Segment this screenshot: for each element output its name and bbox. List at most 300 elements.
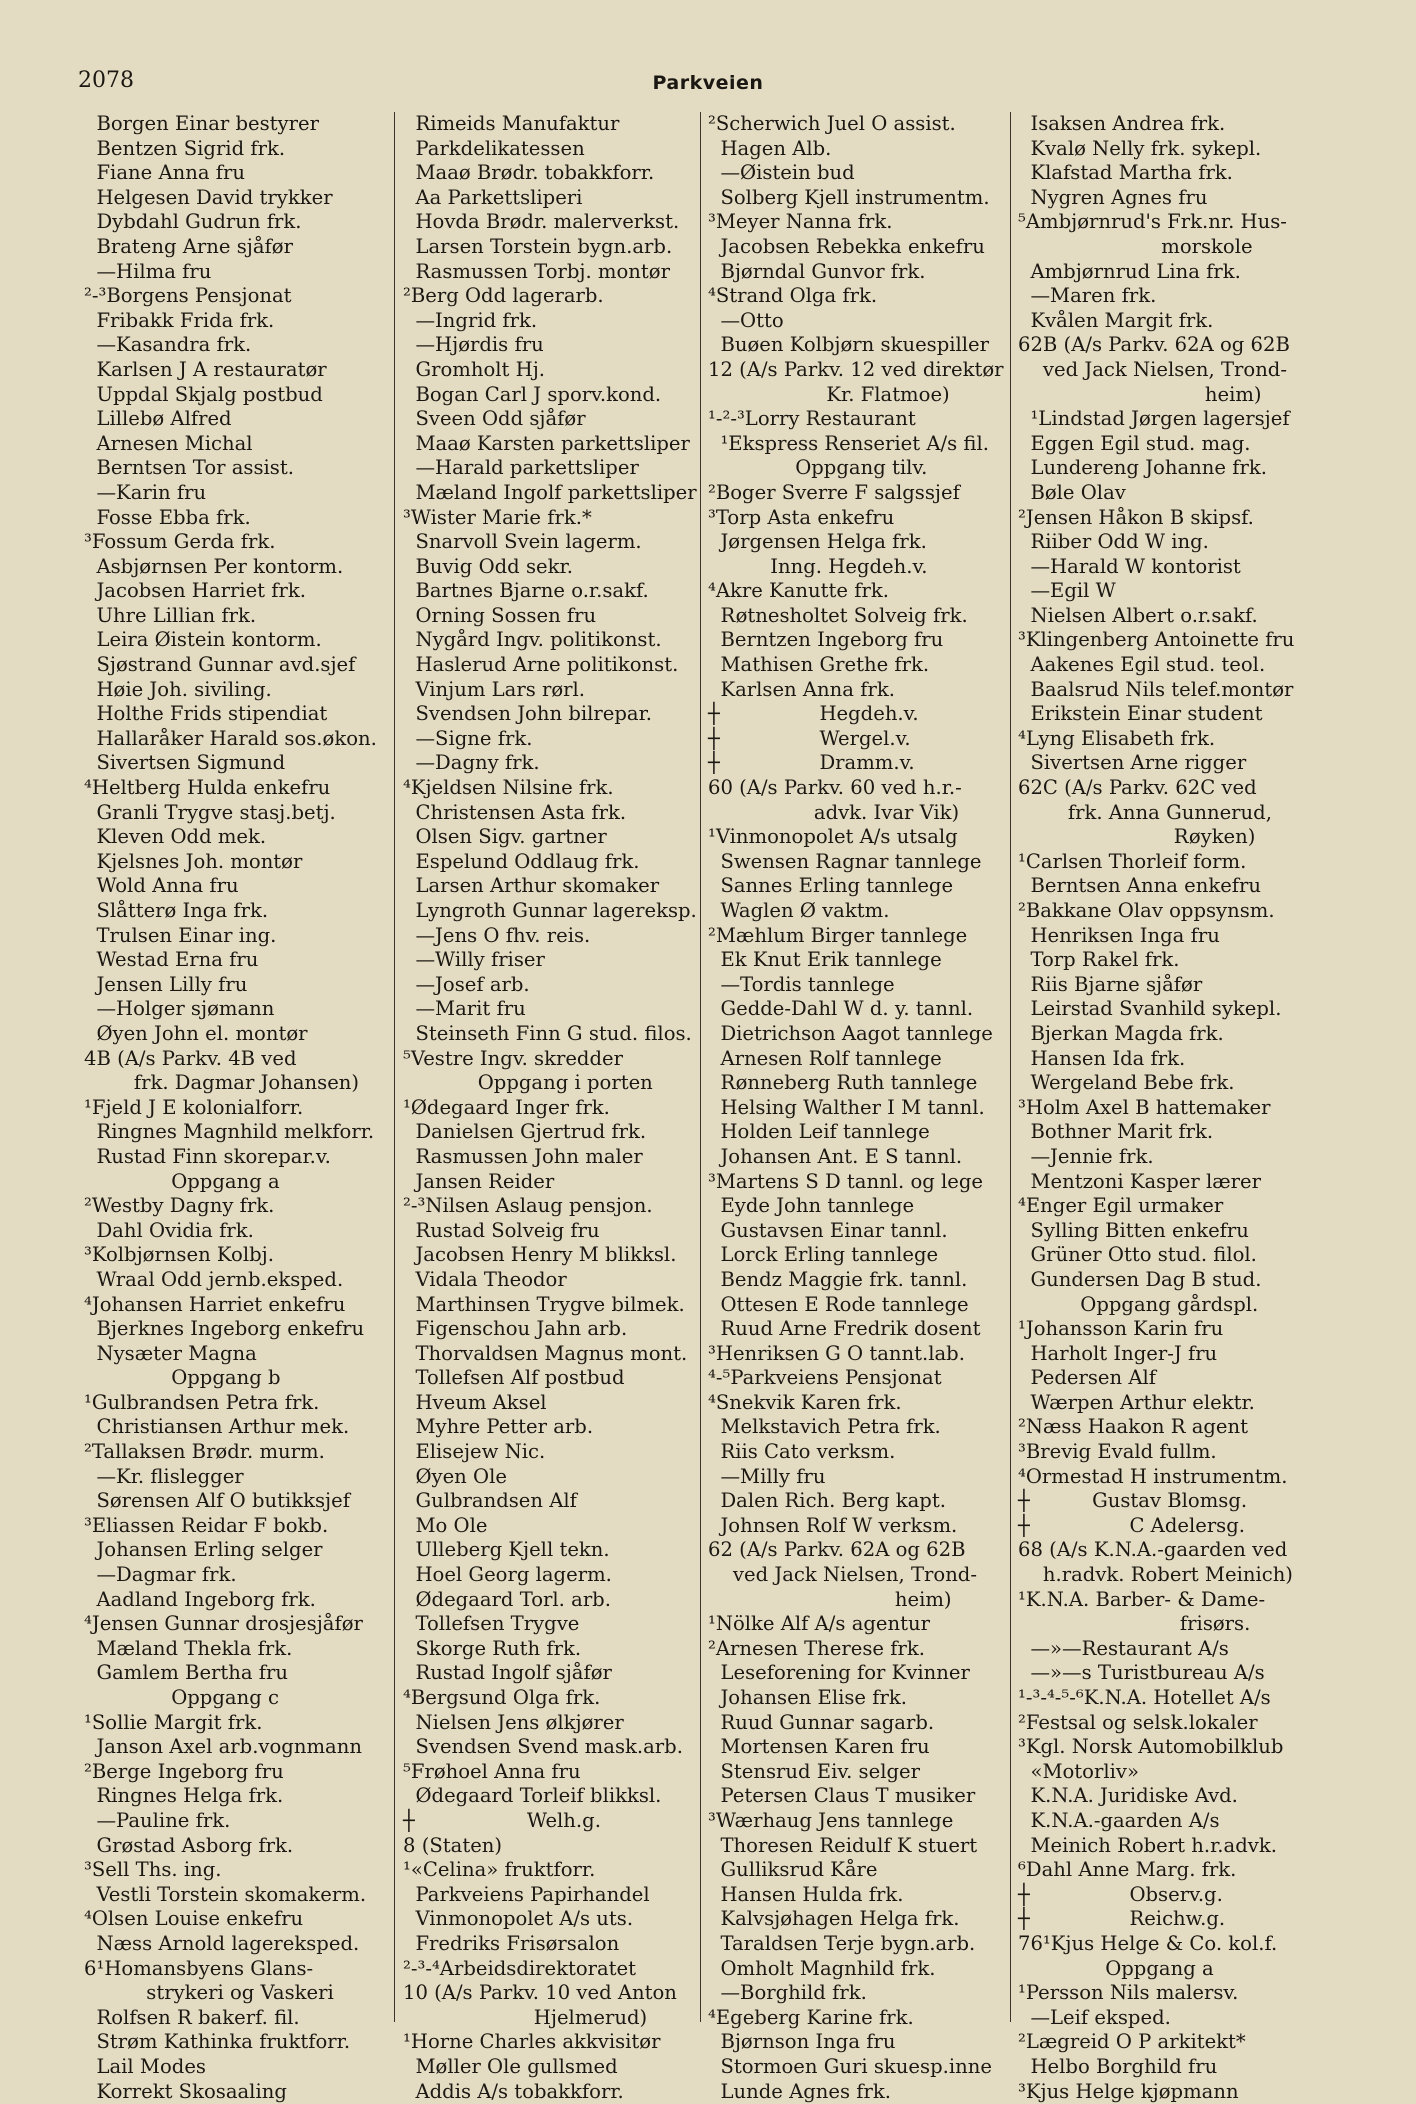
- directory-entry: Nielsen Albert o.r.sakf.: [1018, 604, 1323, 629]
- directory-entry: —Borghild frk.: [708, 1981, 1013, 2006]
- directory-entry: Oppgang tilv.: [708, 456, 1013, 481]
- directory-entry: ²-³Nilsen Aslaug pensjon.: [403, 1194, 703, 1219]
- directory-entry: Berntzen Ingeborg fru: [708, 628, 1013, 653]
- directory-entry: Johansen Elise frk.: [708, 1686, 1013, 1711]
- directory-entry: ²Westby Dagny frk.: [84, 1194, 384, 1219]
- directory-entry: ┼ Dramm.v.: [708, 751, 1013, 776]
- directory-entry: Figenschou Jahn arb.: [403, 1317, 703, 1342]
- directory-entry: Mortensen Karen fru: [708, 1735, 1013, 1760]
- directory-entry: Klafstad Martha frk.: [1018, 161, 1323, 186]
- directory-entry: Ulleberg Kjell tekn.: [403, 1538, 703, 1563]
- directory-entry: ved Jack Nielsen, Trond-: [708, 1563, 1013, 1588]
- directory-entry: Ottesen E Rode tannlege: [708, 1293, 1013, 1318]
- directory-entry: Jørgensen Helga frk.: [708, 530, 1013, 555]
- directory-entry: Kr. Flatmoe): [708, 383, 1013, 408]
- directory-entry: —»—Restaurant A/s: [1018, 1637, 1323, 1662]
- directory-entry: Ødegaard Torl. arb.: [403, 1588, 703, 1613]
- directory-entry: Arnesen Rolf tannlege: [708, 1047, 1013, 1072]
- directory-entry: heim): [708, 1588, 1013, 1613]
- directory-entry: heim): [1018, 383, 1323, 408]
- directory-entry: Fiane Anna fru: [84, 161, 384, 186]
- directory-entry: Bendz Maggie frk. tannl.: [708, 1268, 1013, 1293]
- directory-entry: Rustad Solveig fru: [403, 1219, 703, 1244]
- column-rule: [394, 112, 395, 2022]
- directory-entry: —Josef arb.: [403, 973, 703, 998]
- directory-entry: —Hilma fru: [84, 260, 384, 285]
- directory-entry: Vinjum Lars rørl.: [403, 678, 703, 703]
- directory-entry: Helgesen David trykker: [84, 186, 384, 211]
- directory-entry: Solberg Kjell instrumentm.: [708, 186, 1013, 211]
- directory-entry: Sylling Bitten enkefru: [1018, 1219, 1323, 1244]
- directory-entry: Gromholt Hj.: [403, 358, 703, 383]
- directory-entry: Strøm Kathinka fruktforr.: [84, 2030, 384, 2055]
- directory-entry: K.N.A. Juridiske Avd.: [1018, 1784, 1323, 1809]
- directory-entry: Røtnesholtet Solveig frk.: [708, 604, 1013, 629]
- directory-entry: ²-³Borgens Pensjonat: [84, 284, 384, 309]
- directory-entry: strykeri og Vaskeri: [84, 1981, 384, 2006]
- directory-entry: ¹Fjeld J E kolonialforr.: [84, 1096, 384, 1121]
- directory-entry: Janson Axel arb.vognmann: [84, 1735, 384, 1760]
- directory-entry: ³Fossum Gerda frk.: [84, 530, 384, 555]
- directory-entry: Espelund Oddlaug frk.: [403, 850, 703, 875]
- directory-entry: Myhre Petter arb.: [403, 1415, 703, 1440]
- directory-entry: Rønneberg Ruth tannlege: [708, 1071, 1013, 1096]
- directory-entry: Rustad Ingolf sjåfør: [403, 1661, 703, 1686]
- directory-entry: Snarvoll Svein lagerm.: [403, 530, 703, 555]
- directory-entry: K.N.A.-gaarden A/s: [1018, 1809, 1323, 1834]
- directory-entry: Brateng Arne sjåfør: [84, 235, 384, 260]
- directory-column-1: [84, 112, 384, 2104]
- directory-entry: ³Kgl. Norsk Automobilklub: [1018, 1735, 1323, 1760]
- directory-entry: Møller Ole gullsmed: [403, 2055, 703, 2080]
- directory-entry: ¹Gulbrandsen Petra frk.: [84, 1391, 384, 1416]
- directory-entry: ³Klingenberg Antoinette fru: [1018, 628, 1323, 653]
- directory-entry: Jansen Reider: [403, 1170, 703, 1195]
- directory-entry: ³Martens S D tannl. og lege: [708, 1170, 1013, 1195]
- directory-entry: Aa Parkettsliperi: [403, 186, 703, 211]
- directory-entry: Karlsen Anna frk.: [708, 678, 1013, 703]
- directory-entry: —Willy friser: [403, 948, 703, 973]
- directory-entry: Orning Sossen fru: [403, 604, 703, 629]
- directory-entry: Inng. Hegdeh.v.: [708, 555, 1013, 580]
- directory-entry: Oppgang i porten: [403, 1071, 703, 1096]
- directory-entry: Riiber Odd W ing.: [1018, 530, 1323, 555]
- directory-entry: ²Arnesen Therese frk.: [708, 1637, 1013, 1662]
- directory-entry: h.radvk. Robert Meinich): [1018, 1563, 1323, 1588]
- directory-entry: Thorvaldsen Magnus mont.: [403, 1342, 703, 1367]
- directory-entry: ⁶Dahl Anne Marg. frk.: [1018, 1858, 1323, 1883]
- directory-entry: Tollefsen Alf postbud: [403, 1366, 703, 1391]
- directory-entry: Swensen Ragnar tannlege: [708, 850, 1013, 875]
- directory-entry: Mæland Thekla frk.: [84, 1637, 384, 1662]
- directory-entry: ⁴Olsen Louise enkefru: [84, 1907, 384, 1932]
- directory-entry: ¹Lindstad Jørgen lagersjef: [1018, 407, 1323, 432]
- directory-entry: ¹Ekspress Renseriet A/s fil.: [708, 432, 1013, 457]
- directory-entry: Elisejew Nic.: [403, 1440, 703, 1465]
- directory-entry: ⁴Ormestad H instrumentm.: [1018, 1465, 1323, 1490]
- directory-entry: Kjelsnes Joh. montør: [84, 850, 384, 875]
- directory-entry: —Tordis tannlege: [708, 973, 1013, 998]
- directory-entry: Lorck Erling tannlege: [708, 1243, 1013, 1268]
- directory-entry: ²Bakkane Olav oppsynsm.: [1018, 899, 1323, 924]
- directory-entry: Rimeids Manufaktur: [403, 112, 703, 137]
- directory-entry: Oppgang a: [1018, 1957, 1323, 1982]
- directory-entry: ¹K.N.A. Barber- & Dame-: [1018, 1588, 1323, 1613]
- directory-entry: Leseforening for Kvinner: [708, 1661, 1013, 1686]
- directory-column-3: [708, 112, 1013, 2104]
- directory-entry: 60 (A/s Parkv. 60 ved h.r.-: [708, 776, 1013, 801]
- directory-entry: Nysæter Magna: [84, 1342, 384, 1367]
- directory-entry: ³Kolbjørnsen Kolbj.: [84, 1243, 384, 1268]
- directory-entry: Grüner Otto stud. filol.: [1018, 1243, 1323, 1268]
- directory-entry: —Milly fru: [708, 1465, 1013, 1490]
- directory-entry: Aadland Ingeborg frk.: [84, 1588, 384, 1613]
- directory-entry: Wergeland Bebe frk.: [1018, 1071, 1323, 1096]
- directory-entry: Dietrichson Aagot tannlege: [708, 1022, 1013, 1047]
- directory-entry: ┼ Welh.g.: [403, 1809, 703, 1834]
- page-number: 2078: [78, 68, 134, 93]
- directory-entry: Øyen John el. montør: [84, 1022, 384, 1047]
- directory-entry: Slåtterø Inga frk.: [84, 899, 384, 924]
- directory-entry: ³Meyer Nanna frk.: [708, 210, 1013, 235]
- directory-entry: Gustavsen Einar tannl.: [708, 1219, 1013, 1244]
- directory-entry: Granli Trygve stasj.betj.: [84, 801, 384, 826]
- directory-entry: ⁴Strand Olga frk.: [708, 284, 1013, 309]
- directory-entry: ┼ Wergel.v.: [708, 727, 1013, 752]
- directory-entry: Larsen Arthur skomaker: [403, 874, 703, 899]
- directory-entry: ¹Persson Nils malersv.: [1018, 1981, 1323, 2006]
- directory-entry: —Maren frk.: [1018, 284, 1323, 309]
- directory-entry: ³Brevig Evald fullm.: [1018, 1440, 1323, 1465]
- directory-entry: —Jens O fhv. reis.: [403, 924, 703, 949]
- directory-entry: 62B (A/s Parkv. 62A og 62B: [1018, 333, 1323, 358]
- directory-entry: ²Næss Haakon R agent: [1018, 1415, 1323, 1440]
- directory-entry: Hansen Hulda frk.: [708, 1883, 1013, 1908]
- directory-entry: Jensen Lilly fru: [84, 973, 384, 998]
- directory-entry: Sjøstrand Gunnar avd.sjef: [84, 653, 384, 678]
- directory-entry: Danielsen Gjertrud frk.: [403, 1120, 703, 1145]
- directory-entry: ⁵Frøhoel Anna fru: [403, 1760, 703, 1785]
- directory-entry: —Dagmar frk.: [84, 1563, 384, 1588]
- directory-entry: Øyen Ole: [403, 1465, 703, 1490]
- directory-entry: Rasmussen John maler: [403, 1145, 703, 1170]
- directory-entry: Sivertsen Arne rigger: [1018, 751, 1323, 776]
- directory-entry: Uhre Lillian frk.: [84, 604, 384, 629]
- directory-entry: ⁴Heltberg Hulda enkefru: [84, 776, 384, 801]
- directory-entry: ³Wærhaug Jens tannlege: [708, 1809, 1013, 1834]
- directory-entry: —»—s Turistbureau A/s: [1018, 1661, 1323, 1686]
- directory-entry: Johansen Ant. E S tannl.: [708, 1145, 1013, 1170]
- directory-entry: Wold Anna fru: [84, 874, 384, 899]
- directory-entry: Vidala Theodor: [403, 1268, 703, 1293]
- directory-entry: ⁴Jensen Gunnar drosjesjåfør: [84, 1612, 384, 1637]
- directory-entry: ¹Johansson Karin fru: [1018, 1317, 1323, 1342]
- directory-entry: Helsing Walther I M tannl.: [708, 1096, 1013, 1121]
- directory-entry: Hagen Alb.: [708, 137, 1013, 162]
- directory-entry: ²Boger Sverre F salgssjef: [708, 481, 1013, 506]
- directory-entry: Hoel Georg lagerm.: [403, 1563, 703, 1588]
- directory-entry: Gulbrandsen Alf: [403, 1489, 703, 1514]
- directory-entry: ³Eliassen Reidar F bokb.: [84, 1514, 384, 1539]
- directory-entry: ³Sell Ths. ing.: [84, 1858, 384, 1883]
- directory-entry: Fredriks Frisørsalon: [403, 1932, 703, 1957]
- directory-entry: 4B (A/s Parkv. 4B ved: [84, 1047, 384, 1072]
- directory-entry: Kleven Odd mek.: [84, 825, 384, 850]
- directory-entry: Olsen Sigv. gartner: [403, 825, 703, 850]
- directory-entry: Leira Øistein kontorm.: [84, 628, 384, 653]
- directory-entry: Arnesen Michal: [84, 432, 384, 457]
- directory-entry: Hallaråker Harald sos.økon.: [84, 727, 384, 752]
- directory-entry: Jacobsen Henry M blikksl.: [403, 1243, 703, 1268]
- directory-entry: Oppgang b: [84, 1366, 384, 1391]
- directory-entry: ²Festsal og selsk.lokaler: [1018, 1711, 1323, 1736]
- directory-entry: Karlsen J A restauratør: [84, 358, 384, 383]
- directory-entry: ¹-²-³Lorry Restaurant: [708, 407, 1013, 432]
- directory-entry: Tollefsen Trygve: [403, 1612, 703, 1637]
- directory-entry: Sannes Erling tannlege: [708, 874, 1013, 899]
- directory-entry: Nielsen Jens ølkjører: [403, 1711, 703, 1736]
- directory-entry: Fribakk Frida frk.: [84, 309, 384, 334]
- directory-entry: Oppgang gårdspl.: [1018, 1293, 1323, 1318]
- directory-entry: Buvig Odd sekr.: [403, 555, 703, 580]
- directory-entry: ¹Vinmonopolet A/s utsalg: [708, 825, 1013, 850]
- directory-entry: Eyde John tannlege: [708, 1194, 1013, 1219]
- directory-column-2: [403, 112, 703, 2104]
- directory-entry: ³Holm Axel B hattemaker: [1018, 1096, 1323, 1121]
- directory-entry: Mo Ole: [403, 1514, 703, 1539]
- directory-entry: Asbjørnsen Per kontorm.: [84, 555, 384, 580]
- directory-entry: 8 (Staten): [403, 1834, 703, 1859]
- directory-entry: Korrekt Skosaaling: [84, 2080, 384, 2104]
- directory-entry: Gamlem Bertha fru: [84, 1661, 384, 1686]
- directory-entry: ²-³-⁴Arbeidsdirektoratet: [403, 1957, 703, 1982]
- directory-entry: 68 (A/s K.N.A.-gaarden ved: [1018, 1538, 1323, 1563]
- directory-entry: Ek Knut Erik tannlege: [708, 948, 1013, 973]
- directory-entry: Sørensen Alf O butikksjef: [84, 1489, 384, 1514]
- directory-entry: Gundersen Dag B stud.: [1018, 1268, 1323, 1293]
- directory-entry: Hveum Aksel: [403, 1391, 703, 1416]
- directory-entry: 10 (A/s Parkv. 10 ved Anton: [403, 1981, 703, 2006]
- directory-entry: Vinmonopolet A/s uts.: [403, 1907, 703, 1932]
- directory-entry: Svendsen John bilrepar.: [403, 702, 703, 727]
- directory-entry: Kvålen Margit frk.: [1018, 309, 1323, 334]
- directory-entry: ⁴-⁵Parkveiens Pensjonat: [708, 1366, 1013, 1391]
- directory-entry: ┼ Reichw.g.: [1018, 1907, 1323, 1932]
- directory-entry: Lunde Agnes frk.: [708, 2080, 1013, 2104]
- directory-entry: Ambjørnrud Lina frk.: [1018, 260, 1323, 285]
- directory-entry: ¹Carlsen Thorleif form.: [1018, 850, 1323, 875]
- directory-entry: 62 (A/s Parkv. 62A og 62B: [708, 1538, 1013, 1563]
- directory-entry: Haslerud Arne politikonst.: [403, 653, 703, 678]
- directory-entry: frisørs.: [1018, 1612, 1323, 1637]
- directory-entry: «Motorliv»: [1018, 1760, 1323, 1785]
- directory-entry: Rasmussen Torbj. montør: [403, 260, 703, 285]
- directory-entry: Baalsrud Nils telef.montør: [1018, 678, 1323, 703]
- directory-entry: Hovda Brødr. malerverkst.: [403, 210, 703, 235]
- directory-entry: Dahl Ovidia frk.: [84, 1219, 384, 1244]
- directory-entry: Larsen Torstein bygn.arb.: [403, 235, 703, 260]
- directory-entry: ⁵Ambjørnrud's Frk.nr. Hus-: [1018, 210, 1323, 235]
- directory-entry: Bjørnson Inga fru: [708, 2030, 1013, 2055]
- directory-entry: Rolfsen R bakerf. fil.: [84, 2006, 384, 2031]
- directory-entry: ¹Ødegaard Inger frk.: [403, 1096, 703, 1121]
- directory-entry: ³Henriksen G O tannt.lab.: [708, 1342, 1013, 1367]
- directory-entry: Bartnes Bjarne o.r.sakf.: [403, 579, 703, 604]
- directory-entry: Ringnes Helga frk.: [84, 1784, 384, 1809]
- directory-entry: Holden Leif tannlege: [708, 1120, 1013, 1145]
- directory-entry: Addis A/s tobakkforr.: [403, 2080, 703, 2104]
- directory-entry: Westad Erna fru: [84, 948, 384, 973]
- directory-entry: —Harald parkettsliper: [403, 456, 703, 481]
- directory-entry: Uppdal Skjalg postbud: [84, 383, 384, 408]
- directory-entry: ┼ Gustav Blomsg.: [1018, 1489, 1323, 1514]
- directory-entry: Ringnes Magnhild melkforr.: [84, 1120, 384, 1145]
- directory-entry: —Pauline frk.: [84, 1809, 384, 1834]
- directory-entry: ¹«Celina» fruktforr.: [403, 1858, 703, 1883]
- directory-entry: Isaksen Andrea frk.: [1018, 112, 1323, 137]
- directory-entry: Kalvsjøhagen Helga frk.: [708, 1907, 1013, 1932]
- directory-entry: morskole: [1018, 235, 1323, 260]
- directory-entry: Wærpen Arthur elektr.: [1018, 1391, 1323, 1416]
- directory-entry: Lail Modes: [84, 2055, 384, 2080]
- directory-entry: Sveen Odd sjåfør: [403, 407, 703, 432]
- directory-entry: ³Torp Asta enkefru: [708, 506, 1013, 531]
- directory-entry: 76¹Kjus Helge & Co. kol.f.: [1018, 1932, 1323, 1957]
- directory-entry: ved Jack Nielsen, Trond-: [1018, 358, 1323, 383]
- directory-entry: 6¹Homansbyens Glans-: [84, 1957, 384, 1982]
- directory-entry: Eggen Egil stud. mag.: [1018, 432, 1323, 457]
- directory-entry: —Dagny frk.: [403, 751, 703, 776]
- directory-entry: Parkveiens Papirhandel: [403, 1883, 703, 1908]
- directory-entry: —Otto: [708, 309, 1013, 334]
- directory-entry: Nygren Agnes fru: [1018, 186, 1323, 211]
- directory-entry: Henriksen Inga fru: [1018, 924, 1323, 949]
- directory-entry: Petersen Claus T musiker: [708, 1784, 1013, 1809]
- directory-entry: —Harald W kontorist: [1018, 555, 1323, 580]
- directory-entry: ┼ Observ.g.: [1018, 1883, 1323, 1908]
- directory-entry: Rustad Finn skorepar.v.: [84, 1145, 384, 1170]
- directory-entry: Berntsen Tor assist.: [84, 456, 384, 481]
- directory-entry: Bothner Marit frk.: [1018, 1120, 1323, 1145]
- directory-entry: Lyngroth Gunnar lagereksp.: [403, 899, 703, 924]
- directory-entry: Christiansen Arthur mek.: [84, 1415, 384, 1440]
- directory-entry: ²Jensen Håkon B skipsf.: [1018, 506, 1323, 531]
- directory-entry: ⁴Akre Kanutte frk.: [708, 579, 1013, 604]
- directory-entry: Oppgang a: [84, 1170, 384, 1195]
- directory-entry: ⁴Johansen Harriet enkefru: [84, 1293, 384, 1318]
- directory-entry: Bjerkan Magda frk.: [1018, 1022, 1323, 1047]
- directory-entry: ⁵Vestre Ingv. skredder: [403, 1047, 703, 1072]
- directory-entry: —Øistein bud: [708, 161, 1013, 186]
- page-title: Parkveien: [0, 72, 1416, 94]
- directory-entry: Stormoen Guri skuesp.inne: [708, 2055, 1013, 2080]
- directory-entry: Mæland Ingolf parkettsliper: [403, 481, 703, 506]
- directory-entry: Nygård Ingv. politikonst.: [403, 628, 703, 653]
- directory-entry: —Leif eksped.: [1018, 2006, 1323, 2031]
- directory-entry: Buøen Kolbjørn skuespiller: [708, 333, 1013, 358]
- directory-entry: Skorge Ruth frk.: [403, 1637, 703, 1662]
- directory-entry: Leirstad Svanhild sykepl.: [1018, 997, 1323, 1022]
- directory-entry: Aakenes Egil stud. teol.: [1018, 653, 1323, 678]
- directory-entry: Stensrud Eiv. selger: [708, 1760, 1013, 1785]
- directory-entry: Dybdahl Gudrun frk.: [84, 210, 384, 235]
- directory-entry: frk. Dagmar Johansen): [84, 1071, 384, 1096]
- directory-entry: —Karin fru: [84, 481, 384, 506]
- directory-entry: Omholt Magnhild frk.: [708, 1957, 1013, 1982]
- directory-entry: ┼ C Adelersg.: [1018, 1514, 1323, 1539]
- directory-entry: Hjelmerud): [403, 2006, 703, 2031]
- directory-entry: —Egil W: [1018, 579, 1323, 604]
- directory-entry: Bentzen Sigrid frk.: [84, 137, 384, 162]
- directory-entry: ²Lægreid O P arkitekt*: [1018, 2030, 1323, 2055]
- directory-entry: Riis Bjarne sjåfør: [1018, 973, 1323, 998]
- directory-entry: Riis Cato verksm.: [708, 1440, 1013, 1465]
- directory-entry: Næss Arnold lagereksped.: [84, 1932, 384, 1957]
- directory-entry: Johansen Erling selger: [84, 1538, 384, 1563]
- directory-entry: Harholt Inger-J fru: [1018, 1342, 1323, 1367]
- directory-entry: Christensen Asta frk.: [403, 801, 703, 826]
- directory-entry: Ruud Arne Fredrik dosent: [708, 1317, 1013, 1342]
- directory-entry: ¹Sollie Margit frk.: [84, 1711, 384, 1736]
- directory-entry: ¹Nölke Alf A/s agentur: [708, 1612, 1013, 1637]
- directory-entry: 12 (A/s Parkv. 12 ved direktør: [708, 358, 1013, 383]
- directory-column-4: [1018, 112, 1323, 2104]
- directory-entry: Grøstad Asborg frk.: [84, 1834, 384, 1859]
- directory-entry: Mentzoni Kasper lærer: [1018, 1170, 1323, 1195]
- directory-entry: ┼ Hegdeh.v.: [708, 702, 1013, 727]
- directory-entry: Oppgang c: [84, 1686, 384, 1711]
- directory-entry: Svendsen Svend mask.arb.: [403, 1735, 703, 1760]
- directory-entry: Holthe Frids stipendiat: [84, 702, 384, 727]
- directory-entry: Thoresen Reidulf K stuert: [708, 1834, 1013, 1859]
- directory-entry: Bjørndal Gunvor frk.: [708, 260, 1013, 285]
- directory-entry: ⁴Snekvik Karen frk.: [708, 1391, 1013, 1416]
- directory-entry: Hansen Ida frk.: [1018, 1047, 1323, 1072]
- directory-entry: Parkdelikatessen: [403, 137, 703, 162]
- directory-entry: Meinich Robert h.r.advk.: [1018, 1834, 1323, 1859]
- directory-entry: ⁴Kjeldsen Nilsine frk.: [403, 776, 703, 801]
- directory-entry: ³Kjus Helge kjøpmann: [1018, 2080, 1323, 2104]
- directory-entry: Marthinsen Trygve bilmek.: [403, 1293, 703, 1318]
- directory-entry: —Kr. flislegger: [84, 1465, 384, 1490]
- directory-entry: ²Tallaksen Brødr. murm.: [84, 1440, 384, 1465]
- directory-entry: Høie Joh. siviling.: [84, 678, 384, 703]
- directory-entry: Trulsen Einar ing.: [84, 924, 384, 949]
- directory-entry: —Signe frk.: [403, 727, 703, 752]
- directory-entry: —Holger sjømann: [84, 997, 384, 1022]
- directory-entry: Pedersen Alf: [1018, 1366, 1323, 1391]
- directory-entry: Kvalø Nelly frk. sykepl.: [1018, 137, 1323, 162]
- directory-entry: Lillebø Alfred: [84, 407, 384, 432]
- directory-entry: Røyken): [1018, 825, 1323, 850]
- directory-entry: 62C (A/s Parkv. 62C ved: [1018, 776, 1323, 801]
- directory-entry: Johnsen Rolf W verksm.: [708, 1514, 1013, 1539]
- directory-entry: Taraldsen Terje bygn.arb.: [708, 1932, 1013, 1957]
- directory-entry: ⁴Egeberg Karine frk.: [708, 2006, 1013, 2031]
- directory-entry: Maaø Karsten parkettsliper: [403, 432, 703, 457]
- directory-entry: —Kasandra frk.: [84, 333, 384, 358]
- directory-entry: —Jennie frk.: [1018, 1145, 1323, 1170]
- directory-entry: ⁴Enger Egil urmaker: [1018, 1194, 1323, 1219]
- directory-entry: ²Berge Ingeborg fru: [84, 1760, 384, 1785]
- directory-entry: Dalen Rich. Berg kapt.: [708, 1489, 1013, 1514]
- directory-entry: Fosse Ebba frk.: [84, 506, 384, 531]
- directory-entry: Berntsen Anna enkefru: [1018, 874, 1323, 899]
- directory-entry: Mathisen Grethe frk.: [708, 653, 1013, 678]
- directory-entry: frk. Anna Gunnerud,: [1018, 801, 1323, 826]
- directory-entry: ¹Horne Charles akkvisitør: [403, 2030, 703, 2055]
- directory-entry: Wraal Odd jernb.eksped.: [84, 1268, 384, 1293]
